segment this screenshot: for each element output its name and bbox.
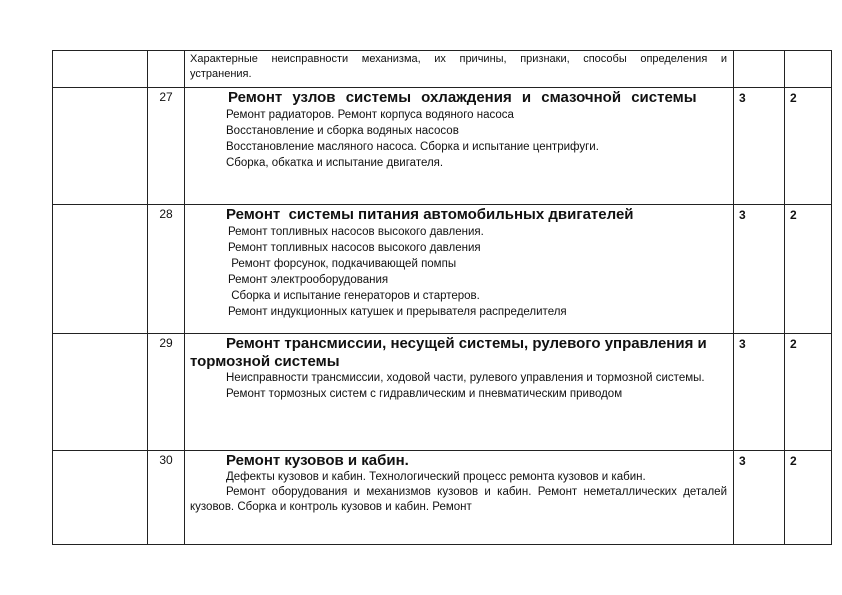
topic-line: Ремонт топливных насосов высокого давления (228, 242, 481, 254)
table-row (53, 205, 832, 334)
topic-cell (185, 205, 734, 334)
hours-cell (734, 51, 785, 88)
topic-cell (185, 334, 734, 451)
topic-paragraph: Неисправности трансмиссии, ходовой части, рулевого управления и тормозной системы. (226, 372, 705, 384)
hours-cell (785, 51, 832, 88)
topic-paragraph: Ремонт оборудования и механизмов кузовов и кабин. Ремонт неметаллических деталей кузовов. Сборка и контроль кузовов и кабин. Ремонт (190, 486, 727, 513)
row-number: 27 (148, 88, 185, 205)
topic-cell (185, 451, 734, 545)
table-row (53, 334, 832, 451)
hours-practice: 2 (785, 205, 832, 334)
empty-cell (53, 205, 148, 334)
topic-line: Сборка и испытание генераторов и стартеров. (228, 290, 480, 302)
hours-practice: 2 (785, 334, 832, 451)
hours-theory: 3 (734, 88, 785, 205)
hours-theory: 3 (734, 334, 785, 451)
topic-title: Ремонт узлов системы охлаждения и смазочной системы (228, 89, 697, 106)
hours-practice: 2 (785, 451, 832, 545)
topic-cell (185, 51, 734, 88)
topic-title: Ремонт кузовов и кабин. (226, 452, 409, 469)
table-row (53, 451, 832, 545)
number-cell (148, 51, 185, 88)
row-number: 28 (148, 205, 185, 334)
topic-line: Ремонт форсунок, подкачивающей помпы (228, 258, 457, 270)
topic-line: Восстановление и сборка водяных насосов (226, 125, 459, 137)
table-row (53, 51, 832, 88)
topic-line: Ремонт топливных насосов высокого давления. (228, 226, 484, 238)
topic-title: Ремонт трансмиссии, несущей системы, рулевого управления и тормозной системы (190, 335, 707, 370)
topic-text: Характерные неисправности механизма, их причины, признаки, способы определения и устранения. (190, 53, 727, 80)
topic-line: Сборка, обкатка и испытание двигателя. (226, 157, 444, 169)
topic-cell (185, 88, 734, 205)
row-number: 30 (148, 451, 185, 545)
empty-cell (53, 88, 148, 205)
row-number: 29 (148, 334, 185, 451)
hours-theory: 3 (734, 451, 785, 545)
topic-line: Восстановление масляного насоса. Сборка и испытание центрифуги. (226, 141, 599, 153)
empty-cell (53, 334, 148, 451)
curriculum-table (52, 50, 832, 545)
empty-cell (53, 451, 148, 545)
topic-line: Ремонт радиаторов. Ремонт корпуса водяного насоса (226, 109, 514, 121)
hours-practice: 2 (785, 88, 832, 205)
table-row (53, 88, 832, 205)
topic-title: Ремонт системы питания автомобильных двигателей (226, 206, 634, 223)
topic-line: Ремонт индукционных катушек и прерывателя распределителя (228, 306, 567, 318)
topic-paragraph: Дефекты кузовов и кабин. Технологический процесс ремонта кузовов и кабин. (226, 471, 646, 483)
topic-line: Ремонт тормозных систем с гидравлическим и пневматическим приводом (226, 388, 623, 400)
hours-theory: 3 (734, 205, 785, 334)
topic-line: Ремонт электрооборудования (228, 274, 389, 286)
empty-cell (53, 51, 148, 88)
